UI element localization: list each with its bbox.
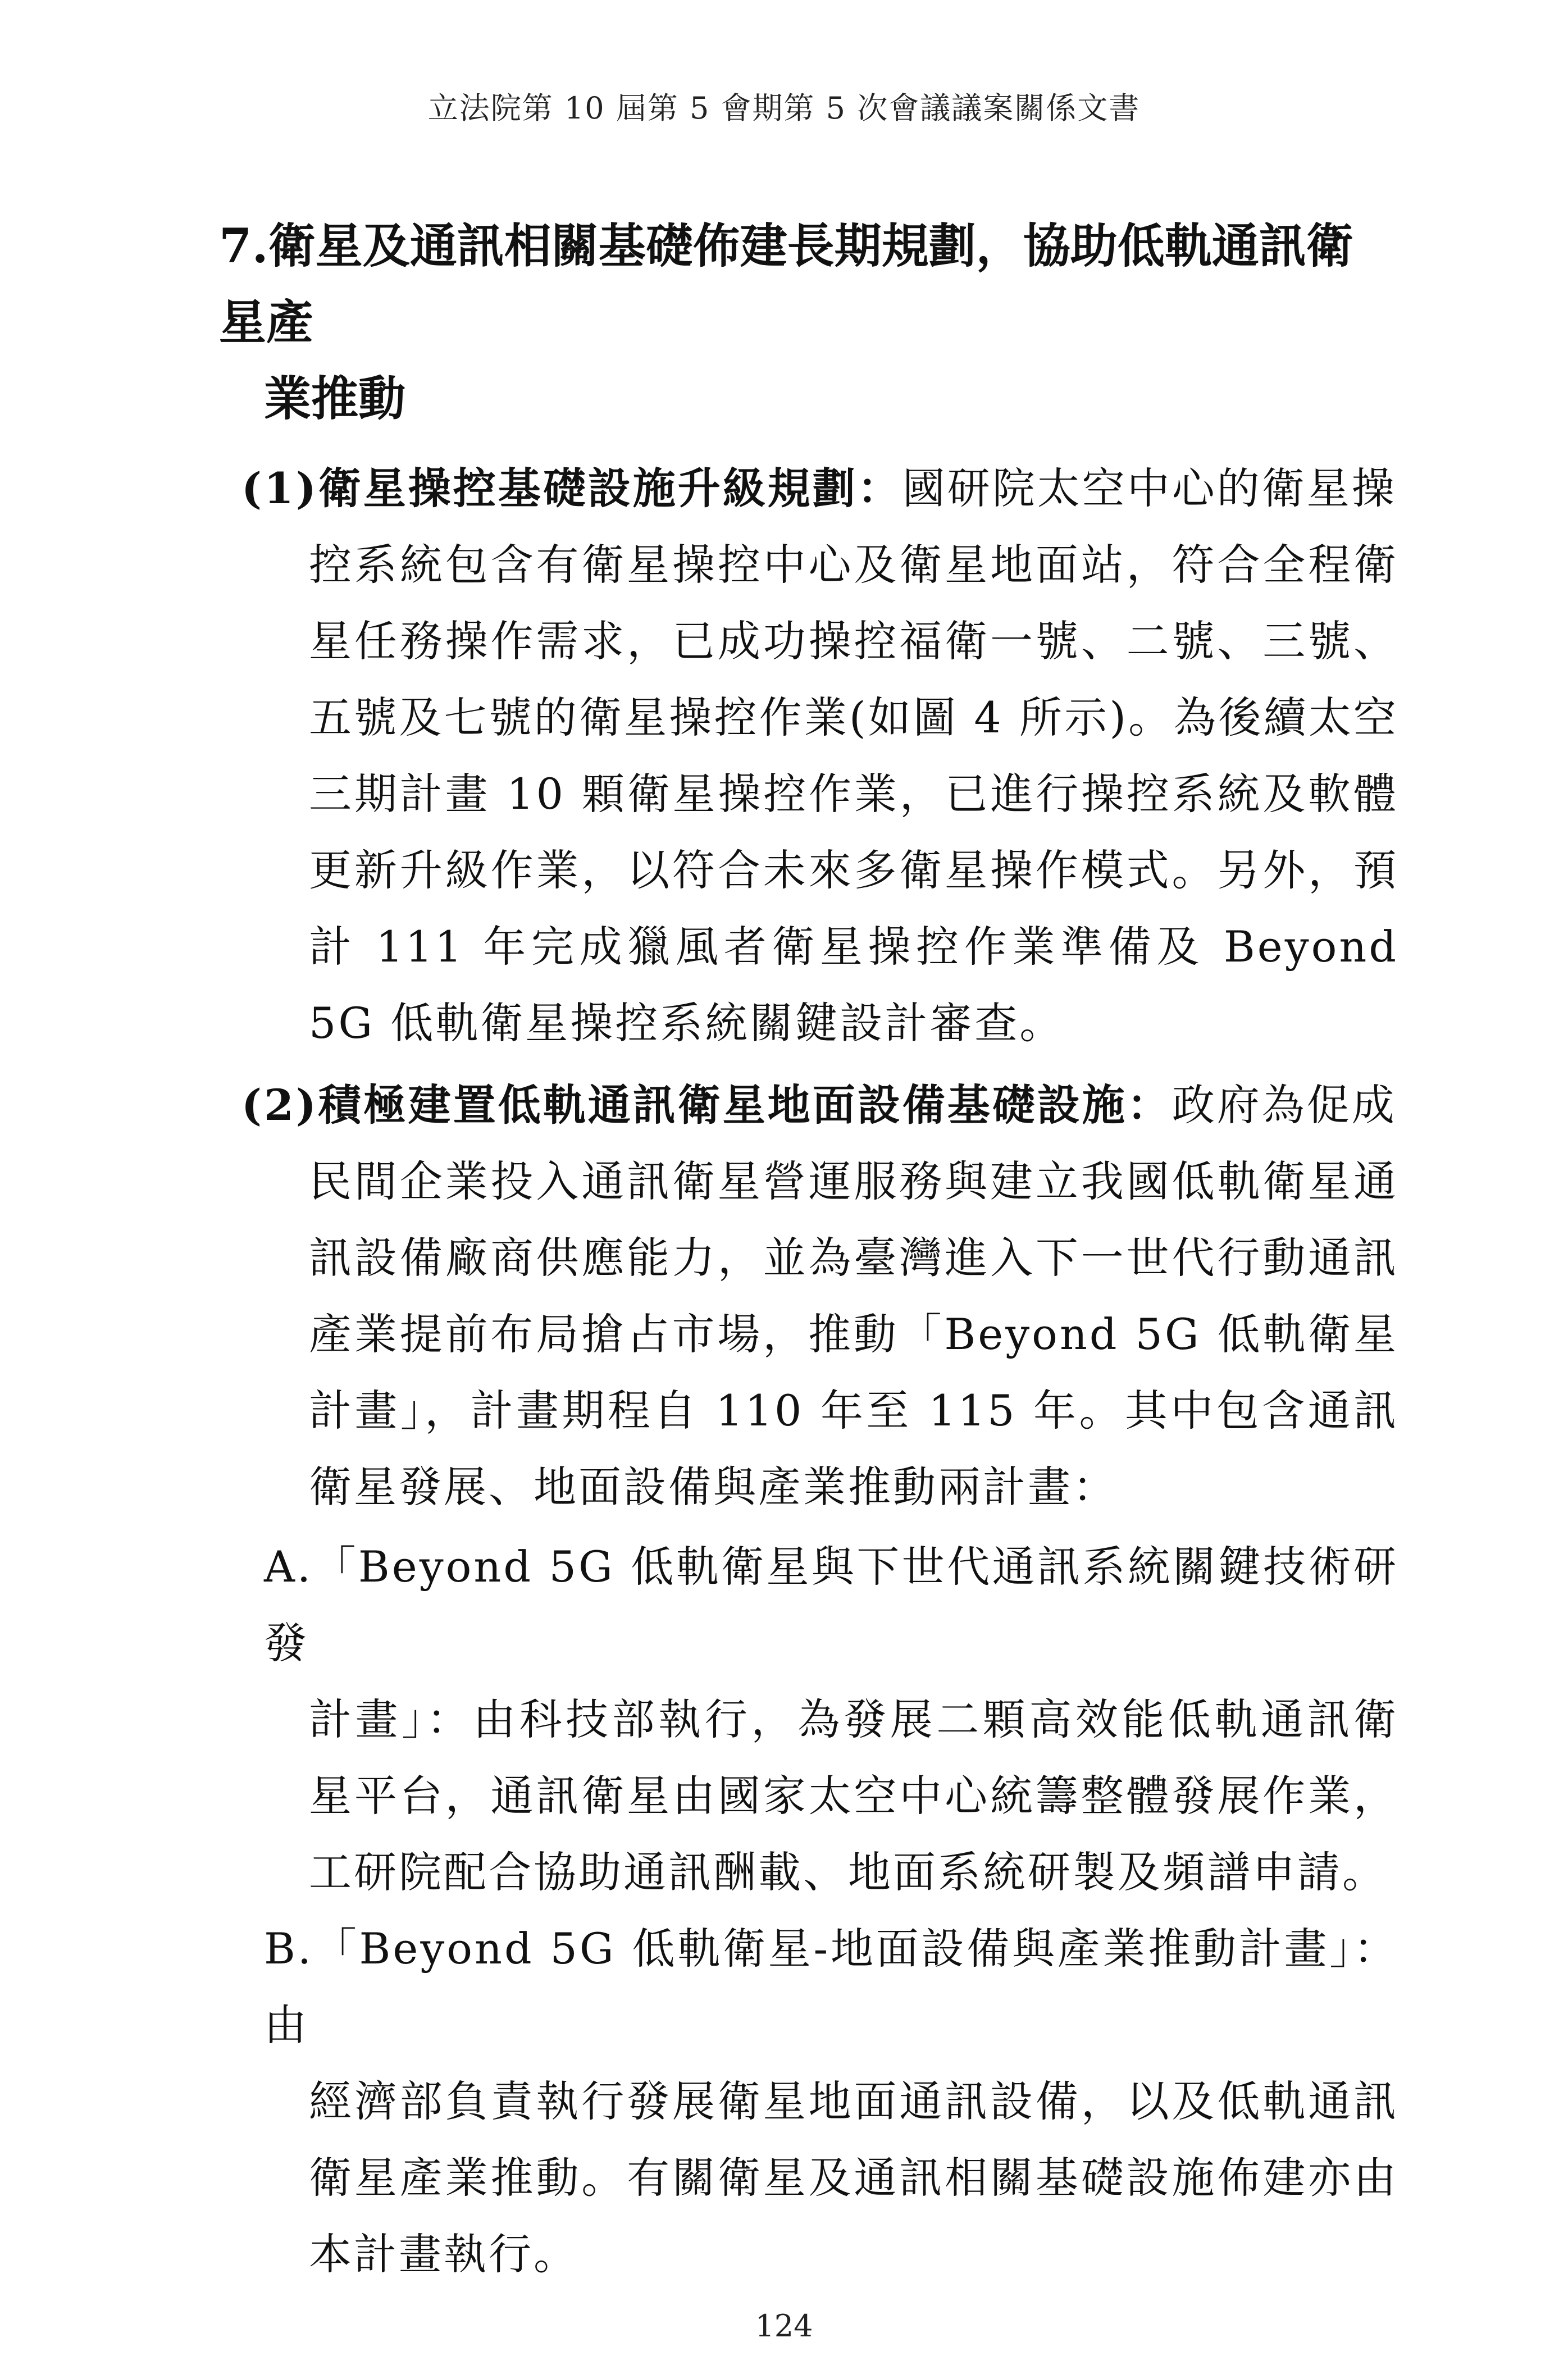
subsection-2-first-line xyxy=(219,1067,1398,1143)
subsection-1-body: 控系統包含有衛星操控中心及衛星地面站，符合全程衛星任務操作需求，已成功操控福衛一號、二號、三號、五號及七號的衛星操控作業(如圖 4 所示)。為後續太空三期計畫 10 顆衛星操控作業，已進行操控系統及軟體更新升級作業，以符合未來多衛星操作模式。另外，預計 111 年完成獵風者衛星操控作業準備及 Beyond 5G 低軌衛星操控系統關鍵設計審查。 xyxy=(309,540,1398,1048)
subsection-2-label: (2)積極建置低軌通訊衛星地面設備基礎設施： xyxy=(241,1080,1172,1130)
document-body xyxy=(219,208,1398,2293)
subsection-2-body: 民間企業投入通訊衛星營運服務與建立我國低軌衛星通訊設備廠商供應能力，並為臺灣進入下一世代行動通訊產業提前布局搶占市場，推動「Beyond 5G 低軌衛星計畫」，計畫期程自 110 年至 115 年。其中包含通訊衛星發展、地面設備與產業推動兩計畫： xyxy=(309,1156,1398,1512)
subsection-1-first-line xyxy=(219,450,1398,527)
subsection-1-label: (1)衛星操控基礎設施升級規劃： xyxy=(241,463,902,513)
subitem-a xyxy=(219,1529,1398,1911)
subitem-b-body: 經濟部負責執行發展衛星地面通訊設備，以及低軌通訊衛星產業推動。有關衛星及通訊相關基礎設施佈建亦由本計畫執行。 xyxy=(309,2076,1398,2279)
page-number: 124 xyxy=(755,2308,813,2344)
subsection-2-lead-text: 政府為促成 xyxy=(1172,1080,1397,1130)
subitem-b xyxy=(219,1911,1398,2293)
subsection-2 xyxy=(219,1067,1398,1525)
subsection-1 xyxy=(219,450,1398,1061)
section-heading-line1: 7.衛星及通訊相關基礎佈建長期規劃，協助低軌通訊衛星產 xyxy=(219,218,1353,350)
subitem-a-body: 計畫」：由科技部執行，為發展二顆高效能低軌通訊衛星平台，通訊衛星由國家太空中心統籌整體發展作業，工研院配合協助通訊酬載、地面系統研製及頻譜申請。 xyxy=(309,1694,1398,1897)
subitem-b-first-line: B.「Beyond 5G 低軌衛星-地面設備與產業推動計畫」：由 xyxy=(264,1924,1398,2050)
section-heading-line2: 業推動 xyxy=(264,371,406,426)
document-header: 立法院第 10 屆第 5 會期第 5 次會議議案關係文書 xyxy=(427,90,1141,126)
subitem-a-first-line: A.「Beyond 5G 低軌衛星與下世代通訊系統關鍵技術研發 xyxy=(264,1542,1398,1668)
subsection-1-lead-text: 國研院太空中心的衛星操 xyxy=(902,463,1397,513)
section-heading xyxy=(219,208,1398,437)
